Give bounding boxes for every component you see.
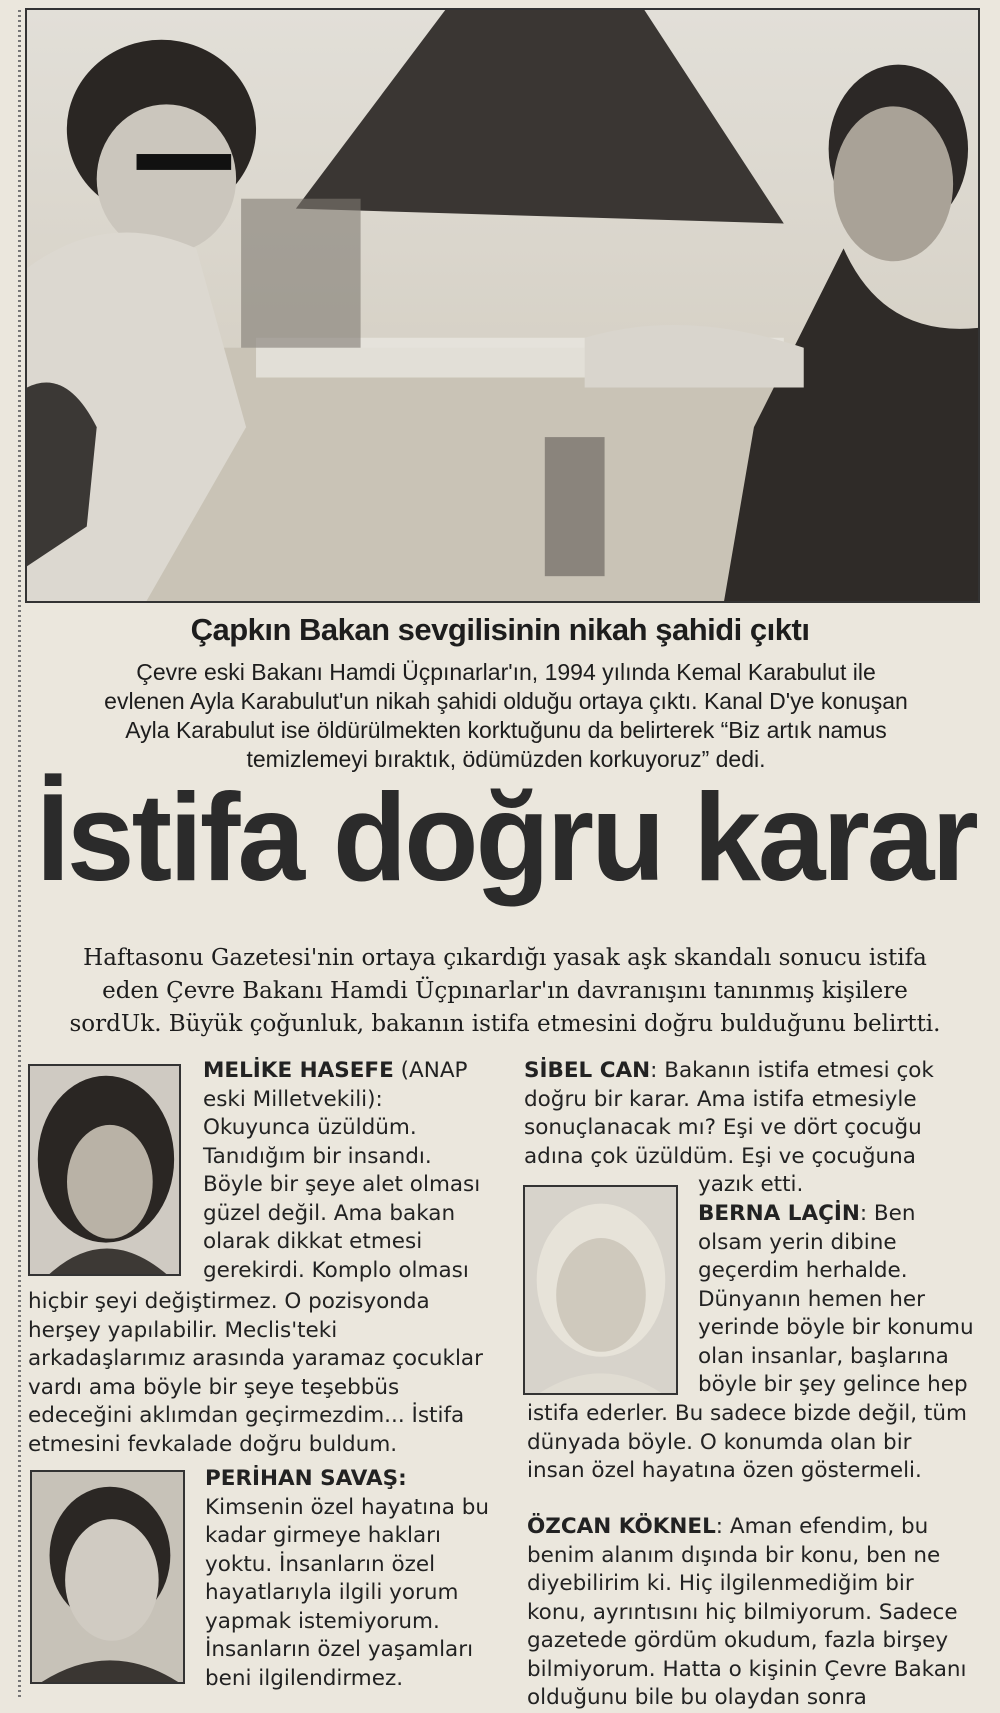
lead-line: sordUk. Büyük çoğunluk, bakanın istifa etmesini doğru bulduğunu belirtti.	[69, 1011, 941, 1037]
text-line: bilmiyorum. Hatta o kişinin Çevre Bakanı	[527, 1656, 967, 1682]
berna-name: BERNA LAÇİN	[698, 1201, 860, 1226]
melike-text-wide	[28, 1288, 503, 1459]
text-line: sonuçlanacak mı? Eşi ve dört çocuğu	[524, 1115, 922, 1140]
lead-line: Haftasonu Gazetesi'nin ortaya çıkardığı yasak aşk skandalı sonucu istifa	[83, 945, 927, 971]
text-line: yazık etti.	[698, 1172, 804, 1197]
ozcan-text	[527, 1513, 997, 1713]
caption-line: Ayla Karabulut ise öldürülmekten korktuğunu da belirterek “Biz artık namus	[125, 717, 887, 743]
text-line: olduğunu bile bu olaydan sonra	[527, 1685, 867, 1710]
text-line: geçerdim herhalde.	[698, 1258, 908, 1283]
text-line: edeceğini aklımdan geçirmezdim... İstifa	[28, 1403, 465, 1428]
text-line: vardı ama böyle bir şeye teşebbüs	[28, 1374, 400, 1400]
text-line: dünyada böyle. O konumda olan bir	[527, 1429, 912, 1455]
text-line: böyle bir şey gelince hep	[698, 1372, 968, 1397]
text-line: adına çok üzüldüm. Eşi ve çocuğuna	[524, 1143, 916, 1169]
ozcan-name: ÖZCAN KÖKNEL	[527, 1514, 716, 1539]
photo-caption	[22, 658, 990, 774]
text-line: : Bakanın istifa etmesi çok	[650, 1058, 934, 1083]
photo-couple-image	[25, 8, 980, 603]
text-line: diyebilirim ki. Hiç ilgilenmediğim bir	[527, 1571, 914, 1596]
caption-line: Çevre eski Bakanı Hamdi Üçpınarlar'ın, 1994 yılında Kemal Karabulut ile	[136, 659, 876, 685]
text-line: istifa ederler. Bu sadece bizde değil, tüm	[527, 1401, 967, 1426]
text-line: olsam yerin dibine	[698, 1229, 897, 1255]
text-line: gazetede gördüm okudum, fazla birşey	[527, 1628, 949, 1653]
text-line: benim alanım dışında bir konu, ben ne	[527, 1542, 941, 1568]
melike-text-narrow	[203, 1057, 503, 1285]
text-line: yapmak istemiyorum.	[205, 1608, 440, 1634]
text-line: arkadaşlarımız arasında yaramaz çocuklar	[28, 1346, 483, 1371]
text-line: Kimsenin özel hayatına bu	[205, 1494, 489, 1520]
text-line: herşey yapılabilir. Meclis'teki	[28, 1317, 338, 1343]
lead-paragraph	[30, 942, 980, 1041]
text-line: (ANAP	[400, 1058, 468, 1083]
portrait-melike-image	[28, 1064, 181, 1276]
text-line: olan insanlar, başlarına	[698, 1343, 949, 1369]
text-line: yerinde böyle bir konumu	[698, 1315, 974, 1340]
sibel-name: SİBEL CAN	[524, 1058, 651, 1083]
text-line: etmesini fevkalade doğru buldum.	[28, 1431, 398, 1457]
text-line: konu, ayrıntısını hiç bilmiyorum. Sadece	[527, 1599, 958, 1625]
perihan-text	[205, 1465, 505, 1693]
caption-line: temizlemeyi bıraktık, ödümüzden korkuyoruz” dedi.	[246, 746, 766, 772]
text-line: : Aman efendim, bu	[715, 1514, 929, 1539]
text-line: doğru bir karar. Ama istifa etmesiyle	[524, 1086, 917, 1112]
text-line: güzel değil. Ama bakan	[203, 1200, 456, 1226]
portrait-berna-image	[523, 1185, 678, 1395]
portrait-perihan-image	[30, 1470, 185, 1684]
text-line: Okuyunca üzüldüm.	[203, 1115, 417, 1140]
caption-line: evlenen Ayla Karabulut'un nikah şahidi olduğu ortaya çıktı. Kanal D'ye konuşan	[104, 688, 908, 714]
melike-name: MELİKE HASEFE	[203, 1058, 394, 1083]
perihan-name: PERİHAN SAVAŞ:	[205, 1466, 407, 1491]
text-line: hiçbir şeyi değiştirmez. O pozisyonda	[28, 1289, 430, 1314]
berna-text-narrow	[698, 1200, 998, 1400]
text-line: Böyle bir şeye alet olması	[203, 1172, 481, 1197]
text-line: insan özel hayatına özen göstermeli.	[527, 1458, 922, 1483]
lead-line: eden Çevre Bakanı Hamdi Üçpınarlar'ın davranışını tanınmış kişilere	[102, 978, 908, 1004]
text-line: Dünyanın hemen her	[698, 1286, 925, 1312]
text-line: kadar girmeye hakları	[205, 1523, 441, 1548]
text-line: gerekirdi. Komplo olması	[203, 1257, 469, 1283]
column-rule	[18, 10, 21, 1700]
text-line: İnsanların özel yaşamları	[205, 1637, 474, 1662]
berna-text-wide	[527, 1400, 997, 1486]
text-line: : Ben	[859, 1201, 916, 1226]
text-line: Tanıdığım bir insandı.	[203, 1143, 432, 1169]
headline: İstifa doğru karar	[36, 769, 976, 907]
text-line: hayatlarıyla ilgili yorum	[205, 1580, 459, 1605]
text-line: yoktu. İnsanların özel	[205, 1551, 436, 1577]
sibel-text	[524, 1057, 994, 1200]
text-line: eski Milletvekili):	[203, 1086, 383, 1112]
text-line: beni ilgilendirmez.	[205, 1665, 404, 1691]
text-line: olarak dikkat etmesi	[203, 1229, 423, 1254]
photo-caption-title: Çapkın Bakan sevgilisinin nikah şahidi çıktı	[190, 612, 810, 647]
